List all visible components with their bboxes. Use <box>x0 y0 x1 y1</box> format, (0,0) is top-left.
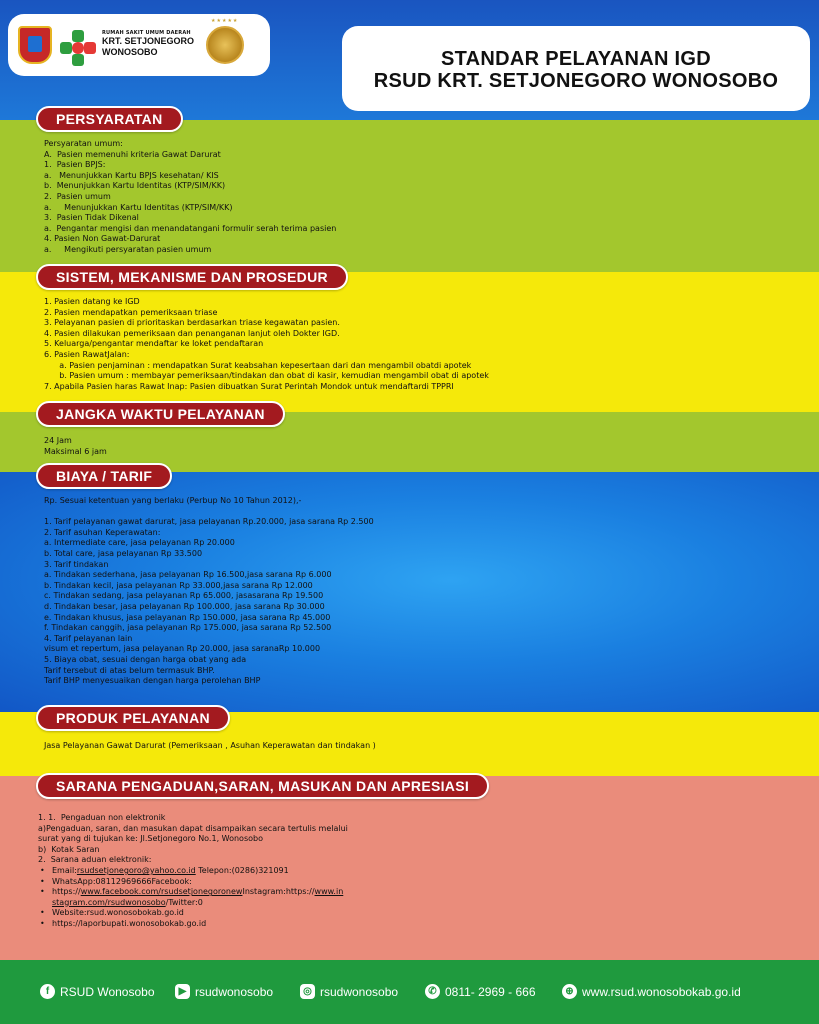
sarana-heading: SARANA PENGADUAN,SARAN, MASUKAN DAN APRESIASI <box>36 773 489 799</box>
text-line: a)Pengaduan, saran, dan masukan dapat disampaikan secara tertulis melalui <box>38 823 348 833</box>
whatsapp-text: WhatsApp:08112969666Facebook: <box>52 876 192 886</box>
footer-instagram[interactable] <box>300 984 398 999</box>
text-line <box>44 507 374 518</box>
text-line: 6. Pasien RawatJalan: <box>44 349 130 359</box>
hospital-cross-logo-icon <box>60 30 96 66</box>
text-line: a. Pasien penjaminan : mendapatkan Surat keabsahan kepesertaan dari dan mengambil obatdi apotek <box>44 360 472 370</box>
jangka-content <box>44 436 107 457</box>
list-item <box>38 908 348 919</box>
text-line: 4. Pasien Non Gawat-Darurat <box>44 234 161 244</box>
text-line: d. Tindakan besar, jasa pelayanan Rp 100.000, jasa sarana Rp 30.000 <box>44 601 325 611</box>
produk-heading: PRODUK PELAYANAN <box>36 705 230 731</box>
text-line: f. Tindakan canggih, jasa pelayanan Rp 175.000, jasa sarana Rp 52.500 <box>44 623 332 633</box>
produk-content <box>44 741 376 752</box>
text-line: 2. Tarif asuhan Keperawatan: <box>44 527 161 537</box>
text-line: visum et repertum, jasa pelayanan Rp 20.000, jasa saranaRp 10.000 <box>44 644 321 654</box>
biaya-heading: BIAYA / TARIF <box>36 463 172 489</box>
text-line: c. Tindakan sedang, jasa pelayanan Rp 65.000, jasasarana Rp 19.500 <box>44 591 324 601</box>
text-line: 2. Pasien umum <box>44 191 111 201</box>
text-line: a. Pengantar mengisi dan menandatangani formulir serah terima pasien <box>44 223 337 233</box>
text-line: 4. Pasien dilakukan pemeriksaan dan penanganan lanjut oleh Dokter IGD. <box>44 328 340 338</box>
facebook-icon: f <box>40 984 55 999</box>
hospital-name-line2: WONOSOBO <box>102 47 158 57</box>
instagram-icon: ◎ <box>300 984 315 999</box>
text-line: 24 Jam <box>44 436 72 445</box>
youtube-icon: ▶ <box>175 984 190 999</box>
text-line: b) Kotak Saran <box>38 844 100 854</box>
text-line: Tarif tersebut di atas belum termasuk BHP. <box>44 665 215 675</box>
footer-web-label: www.rsud.wonosobokab.go.id <box>582 984 741 999</box>
text-line: b. Pasien umum : membayar pemeriksaan/tindakan dan obat di kasir, kemudian mengambil obat di apotek <box>44 371 489 381</box>
text-line: 1. Tarif pelayanan gawat darurat, jasa pelayanan Rp.20.000, jasa sarana Rp 2.500 <box>44 517 374 527</box>
text-line: 3. Pasien Tidak Dikenal <box>44 213 139 223</box>
list-item <box>38 887 348 908</box>
footer-facebook-label: RSUD Wonosobo <box>60 984 155 999</box>
globe-icon: ⊕ <box>562 984 577 999</box>
footer-phone-label: 0811- 2969 - 666 <box>445 984 536 999</box>
hospital-type: RUMAH SAKIT UMUM DAERAH <box>102 30 191 36</box>
text-line: A. Pasien memenuhi kriteria Gawat Darurat <box>44 149 221 159</box>
text-line: 4. Tarif pelayanan lain <box>44 633 133 643</box>
sistem-content <box>44 297 489 392</box>
list-item <box>38 866 348 877</box>
persyaratan-content <box>44 139 336 256</box>
lapor-link[interactable]: https://laporbupati.wonosobokab.go.id <box>52 918 207 928</box>
text-line: 1. 1. Pengaduan non elektronik <box>38 813 166 822</box>
facebook-link[interactable]: www.facebook.com/rsudsetjonegoronew <box>80 887 243 897</box>
persyaratan-heading: PERSYARATAN <box>36 106 183 132</box>
instagram-prefix: Instagram:https:// <box>242 887 315 897</box>
logo-panel <box>8 14 270 76</box>
text-line: a. Menunjukkan Kartu BPJS kesehatan/ KIS <box>44 170 219 180</box>
text-line: 1. Pasien BPJS: <box>44 160 106 170</box>
hospital-name-line1: KRT. SETJONEGORO <box>102 36 195 46</box>
list-item <box>38 919 348 930</box>
text-line: 5. Keluarga/pengantar mendaftar ke loket pendaftaran <box>44 339 264 349</box>
list-item <box>38 877 348 888</box>
phone-text: Telepon:(0286)321091 <box>195 865 289 875</box>
instagram-link-part1[interactable]: www.in <box>314 887 344 897</box>
text-line: b. Menunjukkan Kartu Identitas (KTP/SIM/KK) <box>44 181 226 191</box>
website-text: Website:rsud.wonosobokab.go.id <box>52 908 184 918</box>
text-line: a. Intermediate care, jasa pelayanan Rp 20.000 <box>44 538 235 548</box>
footer-phone[interactable] <box>425 984 536 999</box>
text-line: 7. Apabila Pasien haras Rawat Inap: Pasien dibuatkan Surat Perintah Mondok untuk mendaftardi TPPRI <box>44 381 454 391</box>
text-line: e. Tindakan khusus, jasa pelayanan Rp 150.000, jasa sarana Rp 45.000 <box>44 612 331 622</box>
footer-contacts <box>0 984 819 1002</box>
text-line: 3. Pelayanan pasien di prioritaskan berdasarkan triase kegawatan pasien. <box>44 318 340 328</box>
footer-instagram-label: rsudwonosobo <box>320 984 399 999</box>
text-line: 1. Pasien datang ke IGD <box>44 297 140 306</box>
text-line: Tarif BHP menyesuaikan dengan harga perolehan BHP <box>44 676 261 686</box>
accreditation-seal-icon <box>206 26 244 64</box>
text-line: a. Mengikuti persyaratan pasien umum <box>44 244 212 254</box>
footer-web[interactable] <box>562 984 741 999</box>
footer-youtube[interactable] <box>175 984 273 999</box>
regency-emblem-icon <box>18 26 52 64</box>
text-line: Persyaratan umum: <box>44 139 123 148</box>
text-line: surat yang di tujukan ke: Jl.Setjonegoro No.1, Wonosobo <box>38 834 263 844</box>
text-line: 5. Biaya obat, sesuai dengan harga obat yang ada <box>44 654 247 664</box>
biaya-content <box>44 496 374 687</box>
accreditation-stars: ★★★★★ <box>211 18 239 24</box>
footer-facebook[interactable] <box>40 984 155 999</box>
page-subtitle: RSUD KRT. SETJONEGORO WONOSOBO <box>373 70 779 92</box>
facebook-prefix: https:// <box>52 887 81 897</box>
text-line: 2. Pasien mendapatkan pemeriksaan triase <box>44 307 218 317</box>
text-line: 2. Sarana aduan elektronik: <box>38 855 152 865</box>
instagram-link-part2[interactable]: stagram.com/rsudwonosobo <box>52 897 166 907</box>
jangka-heading: JANGKA WAKTU PELAYANAN <box>36 401 285 427</box>
email-label: Email: <box>52 865 77 875</box>
page-title: STANDAR PELAYANAN IGD <box>440 48 712 70</box>
text-line: 3. Tarif tindakan <box>44 559 109 569</box>
sarana-content <box>38 813 348 930</box>
text-line: b. Tindakan kecil, jasa pelayanan Rp 33.000,jasa sarana Rp 12.000 <box>44 580 313 590</box>
footer-youtube-label: rsudwonosobo <box>195 984 274 999</box>
text-line: b. Total care, jasa pelayanan Rp 33.500 <box>44 548 203 558</box>
whatsapp-icon: ✆ <box>425 984 440 999</box>
text-line: Maksimal 6 jam <box>44 446 107 456</box>
title-panel <box>342 26 810 111</box>
twitter-text: /Twitter:0 <box>165 897 203 907</box>
sistem-heading: SISTEM, MEKANISME DAN PROSEDUR <box>36 264 348 290</box>
text-line: Rp. Sesuai ketentuan yang berlaku (Perbup No 10 Tahun 2012),- <box>44 496 302 505</box>
electronic-complaint-list <box>38 866 348 930</box>
text-line: Jasa Pelayanan Gawat Darurat (Pemeriksaan , Asuhan Keperawatan dan tindakan ) <box>44 741 376 750</box>
text-line: a. Menunjukkan Kartu Identitas (KTP/SIM/KK) <box>44 202 233 212</box>
text-line: a. Tindakan sederhana, jasa pelayanan Rp 16.500,jasa sarana Rp 6.000 <box>44 570 332 580</box>
hospital-name <box>102 30 194 58</box>
email-link[interactable]: rsudsetjonegoro@yahoo.co.id <box>76 865 196 875</box>
